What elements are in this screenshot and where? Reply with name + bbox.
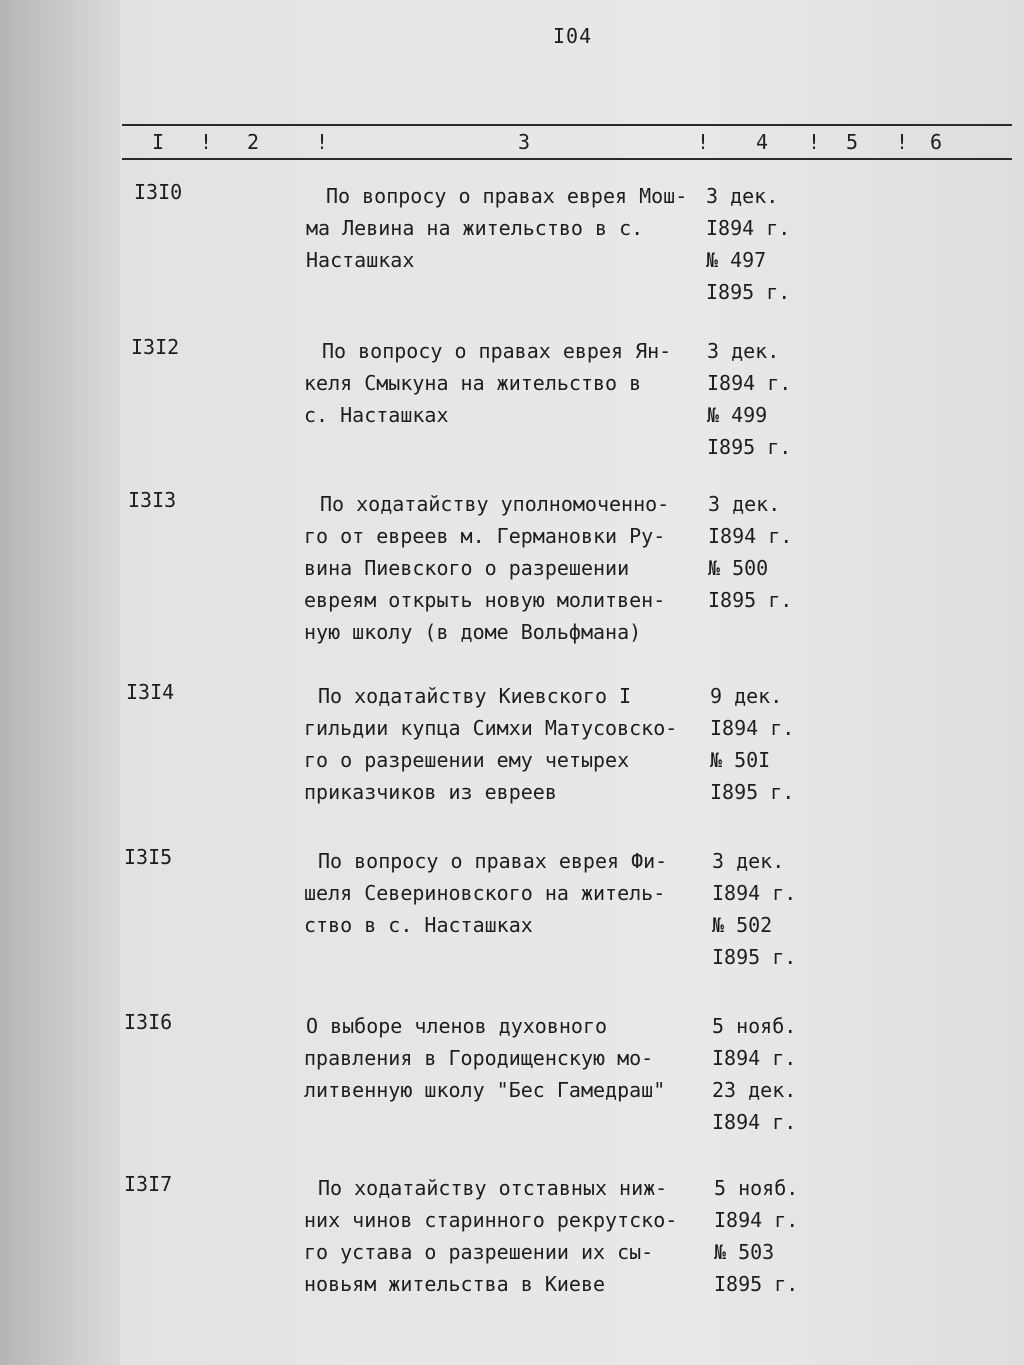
entry-description	[304, 488, 704, 648]
description-line: ную школу (в доме Вольфмана)	[304, 620, 642, 644]
date-line: 23 дек.	[712, 1078, 797, 1102]
description-line: Насташках	[306, 248, 415, 272]
description-line: го о разрешении ему четырех	[304, 748, 630, 772]
description-line: с. Насташках	[304, 403, 449, 427]
entry-number: I3I6	[124, 1010, 173, 1034]
column-separator: !	[697, 130, 710, 154]
column-header-3: 3	[518, 130, 531, 154]
entry-dates	[708, 488, 828, 616]
column-separator: !	[200, 130, 213, 154]
date-line: № 500	[708, 556, 769, 580]
entry-number: I3I3	[128, 488, 177, 512]
date-line: I894 г.	[712, 1046, 797, 1070]
entry-dates	[712, 845, 832, 973]
date-line: 5 нояб.	[714, 1176, 799, 1200]
description-line: новьям жительства в Киеве	[304, 1272, 606, 1296]
entry-dates	[707, 335, 827, 463]
column-header-4: 4	[756, 130, 769, 154]
description-line: го устава о разрешении их сы-	[304, 1240, 654, 1264]
description-line: По вопросу о правах еврея Фи-	[318, 849, 668, 873]
header-bottom-rule	[122, 158, 1012, 160]
description-line: правления в Городищенскую мо-	[304, 1046, 654, 1070]
date-line: I895 г.	[706, 280, 791, 304]
description-line: го от евреев м. Германовки Ру-	[304, 524, 666, 548]
entry-number: I3I7	[124, 1172, 173, 1196]
date-line: I894 г.	[710, 716, 795, 740]
entry-dates	[706, 180, 826, 308]
column-header-5: 5	[846, 130, 859, 154]
date-line: № 499	[707, 403, 768, 427]
entry-number: I3I5	[124, 845, 173, 869]
description-line: приказчиков из евреев	[304, 780, 557, 804]
date-line: I894 г.	[712, 1110, 797, 1134]
description-line: гильдии купца Симхи Матусовско-	[304, 716, 678, 740]
description-line: литвенную школу "Бес Гамедраш"	[304, 1078, 666, 1102]
date-line: 3 дек.	[712, 849, 785, 873]
date-line: № 503	[714, 1240, 775, 1264]
entry-description	[304, 1172, 704, 1300]
description-line: По вопросу о правах еврея Мош-	[326, 184, 688, 208]
entry-number: I3I0	[134, 180, 183, 204]
date-line: I895 г.	[714, 1272, 799, 1296]
entry-dates	[714, 1172, 834, 1300]
column-separator: !	[896, 130, 909, 154]
description-line: них чинов старинного рекрутско-	[304, 1208, 678, 1232]
entry-dates	[712, 1010, 832, 1138]
column-separator: !	[316, 130, 329, 154]
date-line: I894 г.	[708, 524, 793, 548]
header-top-rule	[122, 124, 1012, 126]
description-line: По ходатайству Киевского I	[318, 684, 632, 708]
date-line: № 502	[712, 913, 773, 937]
date-line: 5 нояб.	[712, 1014, 797, 1038]
column-header-6: 6	[930, 130, 943, 154]
column-header-2: 2	[247, 130, 260, 154]
date-line: I894 г.	[714, 1208, 799, 1232]
description-line: По вопросу о правах еврея Ян-	[322, 339, 672, 363]
page-spine-shadow	[0, 0, 120, 1365]
entry-dates	[710, 680, 830, 808]
column-header-1: I	[152, 130, 165, 154]
description-line: По ходатайству уполномоченно-	[320, 492, 670, 516]
entry-description	[304, 680, 704, 808]
date-line: I894 г.	[712, 881, 797, 905]
date-line: I895 г.	[712, 945, 797, 969]
entry-description	[304, 335, 704, 431]
date-line: № 50I	[710, 748, 771, 772]
date-line: 3 дек.	[707, 339, 780, 363]
description-line: О выборе членов духовного	[306, 1014, 608, 1038]
column-separator: !	[808, 130, 821, 154]
entry-number: I3I4	[126, 680, 175, 704]
date-line: I895 г.	[710, 780, 795, 804]
date-line: № 497	[706, 248, 767, 272]
date-line: 3 дек.	[706, 184, 779, 208]
date-line: I894 г.	[706, 216, 791, 240]
entry-number: I3I2	[131, 335, 180, 359]
date-line: I894 г.	[707, 371, 792, 395]
page-number: I04	[553, 24, 593, 48]
date-line: I895 г.	[707, 435, 792, 459]
date-line: 9 дек.	[710, 684, 783, 708]
entry-description	[306, 180, 706, 276]
date-line: I895 г.	[708, 588, 793, 612]
date-line: 3 дек.	[708, 492, 781, 516]
description-line: келя Смыкуна на жительство в	[304, 371, 642, 395]
description-line: По ходатайству отставных ниж-	[318, 1176, 668, 1200]
description-line: ма Левина на жительство в с.	[306, 216, 644, 240]
entry-description	[304, 1010, 704, 1106]
description-line: ство в с. Насташках	[304, 913, 533, 937]
description-line: евреям открыть новую молитвен-	[304, 588, 666, 612]
entry-description	[304, 845, 704, 941]
description-line: шеля Севериновского на житель-	[304, 881, 666, 905]
description-line: вина Пиевского о разрешении	[304, 556, 630, 580]
